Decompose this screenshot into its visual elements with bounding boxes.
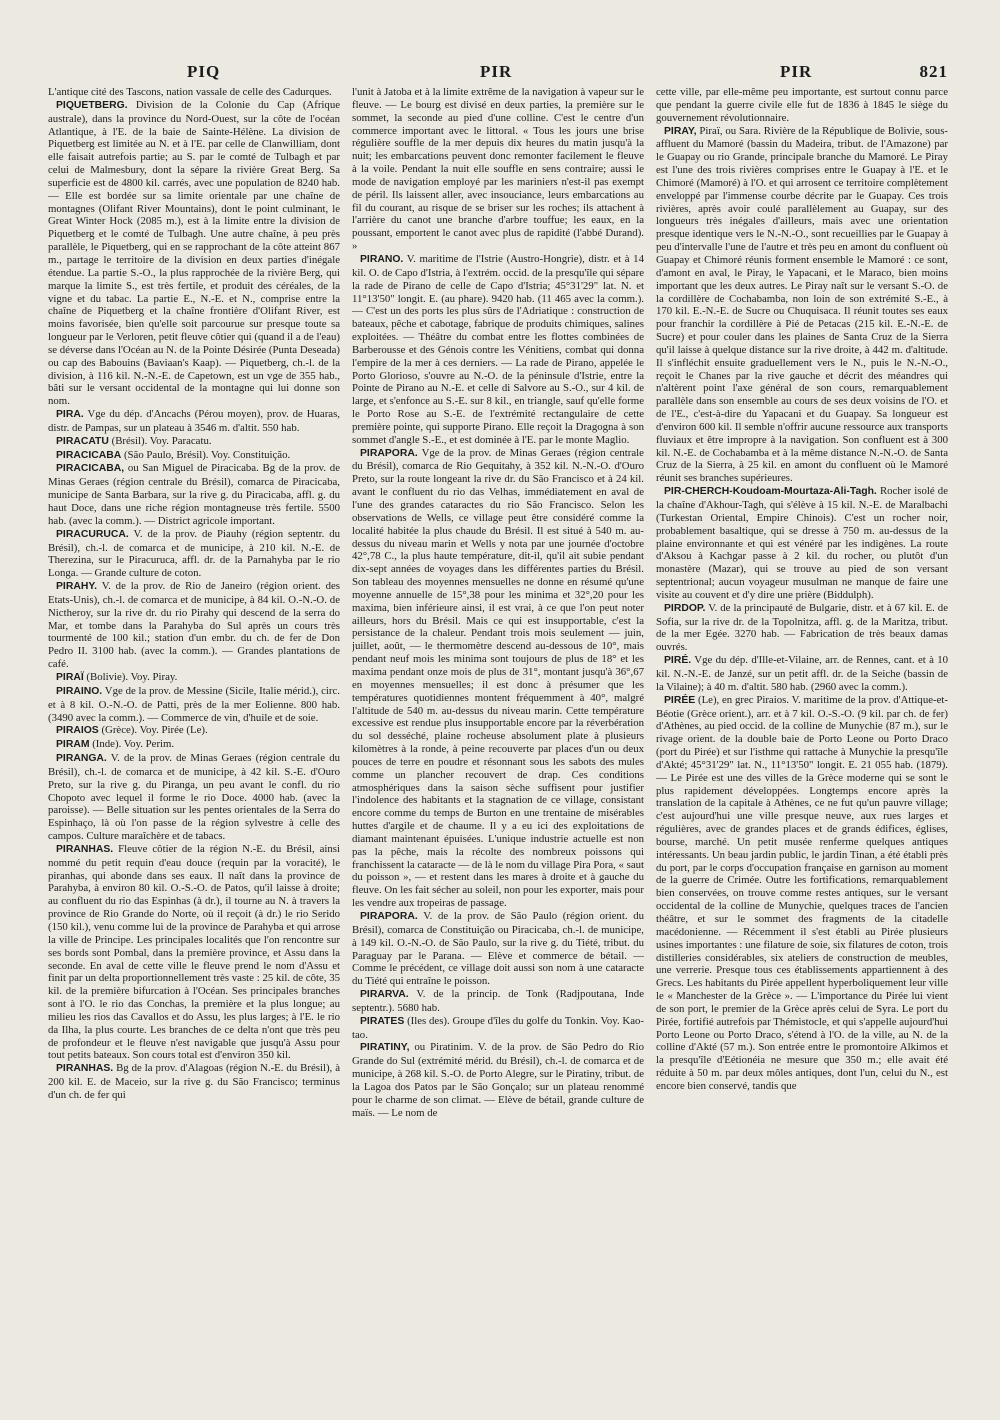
dictionary-entry <box>352 1015 644 1042</box>
dictionary-entry <box>48 671 340 685</box>
dictionary-entry <box>48 435 340 449</box>
entry-headword: PIRANGA. <box>56 753 107 765</box>
dictionary-entry <box>352 253 644 447</box>
entry-headword: PIRACURUCA. <box>56 528 129 540</box>
entry-text: (Brésil). Voy. Paracatu. <box>111 434 212 447</box>
entry-text: l'unit à Jatoba et à la limite extrême de la navigation à vapeur sur le fleuve. — Le bourg est divisé en deux parties, la première sur le sommet, la seconde au pied d'une colline. C'est le centre d'un commerce important avec le littoral. « Tous les jours une brise régulière souffle de la mer depuis dix heures du matin jusqu'à la nuit; les embarcations peuvent donc remonter facilement le fleuve à la voile. Pendant la nuit elle souffle en sens contraire; aussi le mode de navigation employé par les mariniers n'est-il pas exempt de péril. Ils laissent aller, avec insouciance, leurs embarcations au fil du courant, au risque de se briser sur les roches; ils attachent à l'arrière du canot une branche d'arbre touffue; les eaux, en la poussant, emportent le canot avec plus de rapidité (l'abbé Durand). » <box>352 86 644 253</box>
entry-text: ou San Miguel de Piracicaba. Bg de la prov. de Minas Geraes (région centrale du Brésil), comarca de Piracicaba, municipe de Santa Barbara, sur la rive g. du Piracicaba, affl. g. du haut Doce, dans une riche région montagneuse très fertile. 5500 hab. (avec la comm.). — District agricole important. <box>48 462 340 527</box>
dictionary-entry <box>352 447 644 910</box>
entry-headword: PIRANHAS. <box>56 1063 114 1075</box>
entry-text: (São Paulo, Brésil). Voy. Constituição. <box>123 448 291 461</box>
entry-text: Vge du dép. d'Ille-et-Vilaine, arr. de Rennes, cant. et à 10 kil. N.-N.-E. de Janzé, sur un petit affl. dr. de la Seiche (bassin de la Vilaine); à 40 m. d'altit. 580 hab. (2960 avec la comm.). <box>656 654 948 693</box>
entry-headword: PIRANHAS. <box>56 843 114 855</box>
entry-headword: PIRACATU <box>56 435 109 447</box>
entry-text: Vge du dép. d'Ancachs (Pérou moyen), prov. de Huaras, distr. de Pampas, sur un plateau à 3546 m. d'altit. 550 hab. <box>48 408 340 434</box>
entry-text: V. de la prov. de Minas Geraes (région centrale du Brésil), ch.-l. de comarca et de municipe, à 42 kil. S.-E. d'Ouro Preto, sur la rive g. du Piranga, un peu avant le confl. du rio Chopoto avec lequel il forme le rio Doce. 4000 hab. (avec la paroisse). — Belle situation sur les pentes orientales de la Serra do Espinhaço, là où l'on passe de la région sylvestre à celle des campos. Culture maraîchère et de tabacs. <box>48 752 340 843</box>
entry-headword: PIRARVA. <box>360 989 409 1001</box>
entry-headword: PIRAIOS <box>56 725 99 737</box>
dictionary-entry <box>352 988 644 1015</box>
dictionary-entry <box>352 1041 644 1119</box>
entry-text: Vge de la prov. de Minas Geraes (région centrale du Brésil), comarca de Rio Gequitahy, à 352 kil. N.-N.-O. d'Ouro Preto, sur la route longeant la rive dr. du São Francisco et à 24 kil. avant le confluent du rio das Velhas, immédiatement en aval de l'une des grandes cataractes du rio São Francisco. Selon les observations de Wells, ce village peut être considéré comme la localité habitée la plus chaude du Brésil. Il est situé à 540 m. au-dessus du niveau marin et Wells y nota par une journée d'octobre 42°,78 C., la plus haute température, dit-il, qu'il ait subie pendant dix-sept années de voyages dans les différentes parties du Brésil. Son tableau des moyennes mensuelles ne donne en résumé qu'une moyenne annuelle de 15°,38 pour les minima et 32°,20 pour les maxima, bien inférieure ainsi, il est vrai, à ce que l'on peut noter ailleurs, hors du Brésil. Mais ce qui est insupportable, c'est la persistance de la chaleur. Pendant trois mois seulement — juin, juillet, août, — le thermomètre descend au-dessous de 10°, mais pendant neuf mois les minima sont toujours de plus de 18° et les maxima pendant onze mois de plus de 31°, montant jusqu'à 36°,67 en moyennes mensuelles; il est donc à présumer que les températures quotidiennes montent fréquemment à 40°, malgré l'altitude de 540 m. au-dessus du niveau marin. Cette température excessive est rendue plus insupportable encore par la réverbération du sol desséché, plaine rocheuse absolument plate à plusieurs kilomètres à la ronde, à peine recouverte par places d'un ou deux pouces de terre en poudre et résonnant sous les sabots des mules comme un plancher recouvert de drap. Ces conditions atmosphériques dans la saison sèche suffisent pour justifier l'indolence des habitants et la stagnation de ce village, consistant encore comme du temps de Burton en une trentaine de misérables huttes d'argile et de chaume. Il y a eu ici des exploitations de diamant maintenant épuisées. L'unique industrie actuelle est non pas la pêche, mais la récolte des nombreux poissons qui franchissent la cataracte — de là le nom du village Pira Pora, « saut du poisson », — et restent dans les mares à droite et à gauche du fleuve. On les fait sécher au soleil, non pour les exporter, mais pour les vendre aux tropeiras de passage. <box>352 446 644 910</box>
entry-text: (Bolivie). Voy. Piray. <box>86 670 178 683</box>
entry-headword: PIRACICABA, <box>56 463 125 475</box>
entry-text: Vge de la prov. de Messine (Sicile, Italie mérid.), circ. et à 8 kil. O.-N.-O. de Patti, près de la mer Eolienne. 800 hab. (3490 avec la comm.). — Commerce de vin, d'huile et de soie. <box>48 684 340 724</box>
entry-text: Bg de la prov. d'Alagoas (région N.-E. du Brésil), à 200 kil. E. de Maceio, sur la rive g. du São Francisco; terminus d'un ch. de fer qui <box>48 1062 340 1101</box>
entry-headword: PIRÉ. <box>664 655 692 667</box>
entry-headword: PIRAHY. <box>56 581 97 593</box>
entry-text: ou Piratinim. V. de la prov. de São Pedro do Rio Grande do Sul (extrémité mérid. du Brésil), ch.-l. de comarca et de municipe, à 268 kil. S.-O. de Porto Alegre, sur le Piratiny, tribut. de la Lagoa dos Patos par le São Gonçalo; sur un plateau renommé pour le charme de son climat. — Elève de bétail, grande culture de maïs. — Le nom de <box>352 1041 644 1119</box>
text-column-right <box>656 86 948 1400</box>
dictionary-entry <box>656 602 948 654</box>
entry-headword: PIRA. <box>56 409 84 421</box>
page-number: 821 <box>919 62 948 81</box>
dictionary-entry <box>656 654 948 694</box>
entry-text: (Inde). Voy. Perim. <box>92 738 175 751</box>
entry-headword: PIRAÏ <box>56 671 84 683</box>
entry-headword: PIRACICABA <box>56 449 122 461</box>
entry-text: Piraï, ou Sara. Rivière de la République de Bolivie, sous-affluent du Mamoré (bassin du Madeira, tribut. de l'Amazone) par le Guapay ou rio Grande, principale branche du Mamoré. Le Piray est l'une des trois rivières comprises entre le Guapay à l'E. et le Chimoré (Mamoré) à l'O. et qui arrosent ce territoire complètement enveloppé par l'immense courbe décrite par le Guapay. Ces trois rivières, après avoir coulé parallèlement au Guapay, sur des longueurs très inégales d'ailleurs, mais avec une orientation presque identique vers le N.-N.-O., sont recueillies par le Guapay à peu d'intervalle l'une de l'autre et très peu en amont du confluent où Guapay et Chimoré réunis forment ensemble le Mamoré : ce sont, d'amont en aval, le Piray, le Yapacani, et le Maraco, bien moins important que les deux autres. Le Piray naît sur le versant S.-O. de la cordillère de Cochabamba, non loin de son extrémité S.-E., à 170 kil. E.-N.-E. de Sucre ou Chuquisaca. Il réunit toutes ses eaux pour franchir la cordillère à Pié de Petacas (215 kil. E.-N.-E. de Sucre) et pour couler dans les plaines de Santa Cruz de la Sierra qu'il laisse à quelque distance sur la rive droite, à 442 m. d'altitude. Il s'infléchit ensuite graduellement vers le N., puis le N.-N.-O., reçoit le Chanes par la rive gauche et décrit des méandres qui n'altèrent point l'axe général de son cours, remarquablement parallèle dans son ensemble au cours de ses deux voisins de l'O. et de l'E., c'est-à-dire du Yapacani et du Guapay. Sa longueur est d'environ 600 kil. Il semble n'offrir aucune ressource aux transports fluviaux et être impropre à la navigation. Son confluent est à 300 kil. N.-E. de Cochabamba et à la même distance N.-N.-O. de Santa Cruz de la Sierra, à 25 kil. en amont du confluent où le Mamoré réunit ses branches supérieures. <box>656 124 948 485</box>
entry-text: (Grèce). Voy. Pirée (Le). <box>101 724 208 737</box>
entry-text: Fleuve côtier de la région N.-E. du Brésil, ainsi nommé du petit requin d'eau douce (requin par la voracité), le piranhas, qui abonde dans ses eaux. Il naît dans la province de Parahyba, à environ 80 kil. O.-S.-O. de Patos, qu'il laisse à droite; au confluent du rio das Espinhas (à dr.), il tourne au N. à travers la province de Rio Grande do Norte, où il reçoit (à dr.) le rio Serido (150 kil.), venu comme lui de la province de Parahyba et qui arrose la ville de Principe. Les principales localités que l'on rencontre sur ses bords sont Pombal, dans la première province, et Assu dans la seconde. En aval de cette ville le fleuve prend le nom d'Assu et finit par un delta proportionnellement très vaste : 25 kil. de côte, 35 kil. de la première bifurcation à l'Océan. Ses principales branches sont à l'O. le rio das Conchas, la première et la plus longue; au milieu les rios das Cavallos et do Assu, les plus larges; à l'E. le rio da Ilha, la plus courte. Les branches de ce delta n'ont que très peu de profondeur et le fleuve n'est navigable que jusqu'à Assu pour tout petits bateaux. Son cours total est d'environ 350 kil. <box>48 842 340 1062</box>
header-center-guideword: PIR <box>480 62 513 81</box>
entry-text: V. de la prov. de Rio de Janeiro (région orient. des Etats-Unis), ch.-l. de comarca et de municipe, à 84 kil. O.-N.-O. de Nictheroy, sur la rive dr. du rio Pirahy qui descend de la serra do Mar, et tombe dans la Parahyba do Sul après un cours très tourmenté de 100 kil.; station d'un embr. du ch. de fer de Don Pedro II. 3100 hab. (avec la comm.). — Grandes plantations de café. <box>48 580 340 671</box>
entry-text: Division de la Colonie du Cap (Afrique australe), dans la province du Nord-Ouest, sur la côte de l'océan Atlantique, à l'E. de la baie de Sainte-Hélène. La division de Piquetberg est limitée au N. et à l'E. par celle de Clanwilliam, dont elle faisait autrefois partie; au S. par le comté de Tulbagh et par celui de Malmesbury, dont la sépare la rivière Great Berg. Sa superficie est de 4800 kil. carrés, avec une population de 8240 hab. — Elle est bordée sur sa limite orientale par une chaîne de montagnes (Olifant River Mountains), dont le point culminant, le Great Winter Hock (2085 m.), est à la limite entre la division de Piquetberg et le comté de Tulbagh. Une autre chaîne, à peu près parallèle, le Piquetberg, qui en se rapprochant de la côte atteint 867 m., partage le territoire de la division en deux parties d'inégale étendue. La partie S.-O., la plus rapprochée de la rivière Berg, qui marque la limite S., est très fertile, et produit des céréales, de la vigne et du tabac. La partie E., N.-E. et N., comprise entre la chaîne de Piquetberg et la chaîne frontière d'Olifant River, est moins favorisée, bien qu'elle soit parcourue sur presque toute sa longueur par le Verloren, petit fleuve côtier qui (quand il a de l'eau) se déverse dans l'Océan au N. de la Pointe Désirée (Punta Deseada) ou cap des Babouins (Baviaan's Kaap). — Piquetberg, ch.-l. de la division, à 116 kil. N.-N.-E. de Capetown, est un vge de 355 hab., bâti sur le versant occidental de la montagne qui lui donne son nom. <box>48 98 340 408</box>
header-left-guideword: PIQ <box>187 62 221 81</box>
dictionary-entry <box>352 86 644 253</box>
entry-headword: PIRATINY, <box>360 1042 410 1054</box>
dictionary-entry <box>48 86 340 99</box>
entry-headword: PIRÉE <box>664 694 696 706</box>
dictionary-entry <box>48 408 340 435</box>
entry-headword: PIRAM <box>56 739 90 751</box>
entry-text: V. de la principauté de Bulgarie, distr. et à 67 kil. E. de Sofia, sur la rive dr. de la Topolnitza, affl. g. de la Maritza, tribut. de la mer Egée. 3270 hab. — Fabrication de très beaux damas ouvrés. <box>656 601 948 654</box>
entry-text: V. de la prov. de Piauhy (région septentr. du Brésil), ch.-l. de comarca et de municipe, à 210 kil. N.-E. de Therezina, sur le Piracuruca, affl. dr. de la Parnahyba par le rio Longa. — Grande culture de coton. <box>48 527 340 580</box>
dictionary-entry <box>48 580 340 671</box>
dictionary-entry <box>48 738 340 752</box>
entry-headword: PIQUETBERG. <box>56 99 128 111</box>
entry-headword: PIRDOP. <box>664 602 706 614</box>
text-column-left <box>48 86 340 1400</box>
dictionary-entry <box>48 449 340 463</box>
dictionary-entry <box>656 694 948 1093</box>
entry-headword: PIRAINO. <box>56 685 103 697</box>
dictionary-entry <box>48 462 340 527</box>
dictionary-entry <box>48 843 340 1062</box>
entry-headword: PIRATES <box>360 1015 405 1027</box>
entry-headword: PIRANO. <box>360 253 404 265</box>
entry-text: cette ville, par elle-même peu importante, est surtout connu parce que pendant la guerre civile elle fut de 1836 à 1845 le siège du gouvernement révolutionnaire. <box>656 86 948 124</box>
dictionary-entry <box>656 485 948 602</box>
dictionary-entry <box>48 724 340 738</box>
entry-text: V. de la princip. de Tonk (Radjpoutana, Inde septentr.). 5680 hab. <box>352 988 644 1014</box>
dictionary-entry <box>352 910 644 988</box>
dictionary-entry <box>48 752 340 843</box>
dictionary-entry <box>48 685 340 725</box>
entry-text: (Iles des). Groupe d'îles du golfe du Tonkin. Voy. Kao-tao. <box>352 1014 644 1041</box>
dictionary-entry <box>48 1062 340 1102</box>
running-header <box>0 62 1000 86</box>
entry-text: V. maritime de l'Istrie (Austro-Hongrie), distr. et à 14 kil. O. de Capo d'Istria, à l'extrém. occid. de la presqu'île qui sépare la rade de Pirano de celle de Capo d'Istria; 45°31'29" lat. N. et 11°13'50" longit. E. (au phare). 9420 hab. (11 465 avec la comm.). — C'est un des ports les plus sûrs de l'Adriatique : construction de bateaux, pêche et cabotage, fabrique de produits chimiques, salines exploitées. — Théâtre du combat entre les flottes combinées de Barberousse et des Génois contre les Vénitiens, combat qui donna l'empire de la mer à ces derniers. — La rade de Pirano, appelée le Porto Glorioso, s'ouvre au N.-O. de la péninsule d'Istrie, entre la Pointe de Pirano au N.-E. et celle di Salvore au S.-O., sur 4 kil. de large, et s'enfonce au S.-E. sur 8 kil., en triangle, sauf qu'elle forme le Porto Rose au S.-E. de l'extrémité rectangulaire de cette première pointe, qui supporte Pirano. Elle reçoit la Dragogna à son sommet d'angle S.-E., et est dominée à l'E. par le monte Maglio. <box>352 252 644 446</box>
dictionary-entry <box>656 86 948 125</box>
entry-headword: PIR-CHERCH-Koudoam-Mourtaza-Ali-Tagh. <box>664 486 877 498</box>
entry-headword: PIRAPORA. <box>360 911 418 922</box>
dictionary-entry <box>48 99 340 408</box>
entry-headword: PIRAPORA. <box>360 447 418 459</box>
header-right-guideword: PIR <box>780 62 813 81</box>
entry-text: (Le), en grec Piraios. V. maritime de la prov. d'Attique-et-Béotie (Grèce orient.), arr. et à 7 kil. O.-S.-O. (9 kil. par ch. de fer) d'Athènes, au pied occid. de la colline de Munychie (87 m.), sur le rivage orient. de la double baie de Porto Leone ou Porto Draco (port du Pirée) et sur l'isthme qui rattache à Munychie la presqu'île d'Akté; 45°31'29" lat. N., 11°13'50" longit. E. 21 055 hab. (1879). — Le Pirée est une des villes de la Grèce moderne qui se sont le plus rapidement développées. Longtemps encore après la translation de la capitale à Athènes, ce ne fut qu'un pauvre village; c'est aujourd'hui une ville presque neuve, aux rues larges et régulières, avec de grandes places et de grands édifices, églises, bourse, marché. Un petit musée renferme quelques antiques intéressants. Un beau jardin public, le jardin Tinan, a été établi près du port, par le corps d'occupation française en garnison au moment de la guerre de Crimée. Outre les fortifications, remarquablement bien conservées, on trouve comme restes antiques, sur le versant occidental de la colline de Munychie, quelques traces de l'ancien théâtre, et sur le sommet des fragments de la citadelle macédonienne. — Récemment il s'est établi au Pirée plusieurs usines importantes : une filature de soie, six filatures de coton, trois distilleries considérables, six ateliers de construction de meubles, une verrerie. Presque tous ces établissements appartiennent à des Grecs. Les habitants du Pirée appellent hyperboliquement leur ville le « Manchester de la Grèce ». — L'importance du Pirée lui vient de son port, le premier de la Grèce après celui de Syra. Le port du Pirée, fortifié autrefois par Thémistocle, et qui s'appelle aujourd'hui Porto Leone ou Porto Draco, s'étend à l'O. de la ville, au N. de la colline d'Akté (57 m.). Son entrée entre le promontoire Alkimos et la presqu'île d'Eétionéia ne mesure que 350 m.; elle avait été réduite à 50 m. par deux môles antiques, dont l'un, celui du N., est encore bien conservé, tandis que <box>656 693 948 1092</box>
entry-text: Rocher isolé de la chaîne d'Akhour-Tagh, qui s'élève à 15 kil. N.-E. de Maralbachi (Turkestan Oriental, Empire Chinois). C'est un rocher noir, probablement basaltique, qui se dresse à 750 m. au-dessus de la plaine environnante et qui est vénéré par les indigènes. La route d'Aksou à Kachgar passe à 2 kil. du rocher, ou plutôt d'un monastère (Mazar), qui se trouve au pied de son versant septentrional; aucun voyageur musulman ne manque de faire une visite au couvent et d'y dire une prière (Biddulph). <box>656 485 948 601</box>
text-column-middle <box>352 86 644 1400</box>
entry-headword: PIRAY, <box>664 125 697 137</box>
entry-text: L'antique cité des Tascons, nation vassale de celle des Cadurques. <box>48 86 332 98</box>
dictionary-entry <box>656 125 948 486</box>
entry-text: V. de la prov. de São Paulo (région orient. du Brésil), comarca de Constituição ou Piracicaba, ch.-l. de municipe, à 149 kil. O.-N.-O. de São Paulo, sur la rive g. du Tiété, tribut. du Paraguay par le Parana. — Elève et commerce de bétail. — Comme le précédent, ce village doit aussi son nom à une cataracte du Tiété qui entraîne le poisson. <box>352 910 644 988</box>
dictionary-entry <box>48 528 340 580</box>
